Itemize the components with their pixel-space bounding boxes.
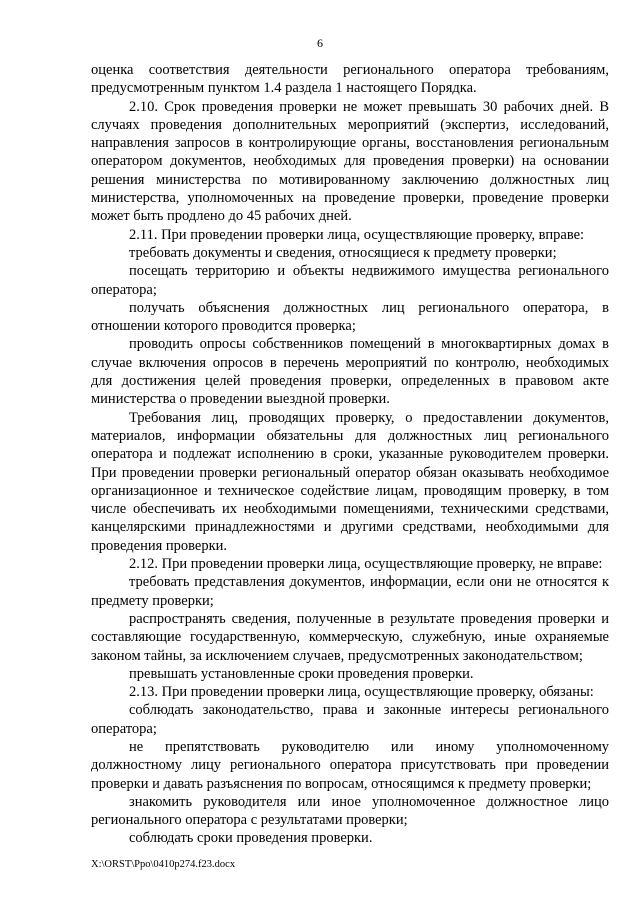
document-body [91, 61, 609, 848]
body-paragraph: проводить опросы собственников помещений в многоквартирных домах в случае включения опросов в перечень мероприятий по контролю, необходимых для достижения целей проведения проверки, определенных в правовом акте министерства о проведении выездной проверки. [91, 336, 609, 408]
page-number: 6 [317, 36, 323, 50]
body-paragraph: 2.12. При проведении проверки лица, осуществляющие проверку, не вправе: [129, 556, 603, 573]
body-paragraph: 2.11. При проведении проверки лица, осуществляющие проверку, вправе: [129, 226, 585, 243]
body-paragraph: соблюдать сроки проведения проверки. [129, 830, 373, 847]
body-paragraph: распространять сведения, полученные в результате проведения проверки и составляющие государственную, коммерческую, служебную, иные охраняемые законом тайны, за исключением случаев, предусмотренных законодательством; [91, 610, 609, 664]
body-paragraph: требовать представления документов, информации, если они не относятся к предмету проверки; [91, 574, 609, 609]
body-paragraph: Требования лиц, проводящих проверку, о предоставлении документов, материалов, информации обязательны для должностных лиц регионального оператора и подлежат исполнению в сроки, указанные руководителем проверки. При проведении проверки региональный оператор обязан оказывать необходимое организационное и техническое содействие лицам, проводящим проверку, в том числе обеспечивать их необходимыми помещениями, техническими средствами, канцелярскими принадлежностями и другими средствами, необходимыми для проведения проверки. [91, 409, 609, 554]
body-paragraph: соблюдать законодательство, права и законные интересы регионального оператора; [91, 702, 609, 737]
body-paragraph: знакомить руководителя или иное уполномоченное должностное лицо регионального оператора с результатами проверки; [91, 793, 609, 829]
body-paragraph: 2.13. При проведении проверки лица, осуществляющие проверку, обязаны: [129, 684, 594, 701]
body-paragraph: требовать документы и сведения, относящиеся к предмету проверки; [129, 244, 557, 261]
body-paragraph: посещать территорию и объекты недвижимого имущества регионального оператора; [91, 263, 609, 298]
footer-file-path: X:\ORST\Ppo\0410p274.f23.docx [91, 859, 236, 870]
body-paragraph: не препятствовать руководителю или иному уполномоченному должностному лицу регионального оператора присутствовать при проведении проверки и давать разъяснения по вопросам, относящимся к предмету проверки; [91, 738, 609, 792]
body-paragraph: превышать установленные сроки проведения проверки. [129, 665, 474, 682]
body-paragraph: 2.10. Срок проведения проверки не может превышать 30 рабочих дней. В случаях проведения дополнительных мероприятий (экспертиз, исследований, направления запросов в контролирующие органы, восстановления региональным оператором документов, необходимых для проведения проверки) на основании решения министерства по мотивированному заключению должностных лиц министерства, уполномоченных на проведение проверки, проведение проверки может быть продлено до 45 рабочих дней. [91, 98, 609, 225]
body-paragraph: получать объяснения должностных лиц регионального оператора, в отношении которого проводится проверка; [91, 299, 609, 335]
body-paragraph: оценка соответствия деятельности регионального оператора требованиям, предусмотренным пунктом 1.4 раздела 1 настоящего Порядка. [91, 62, 609, 97]
